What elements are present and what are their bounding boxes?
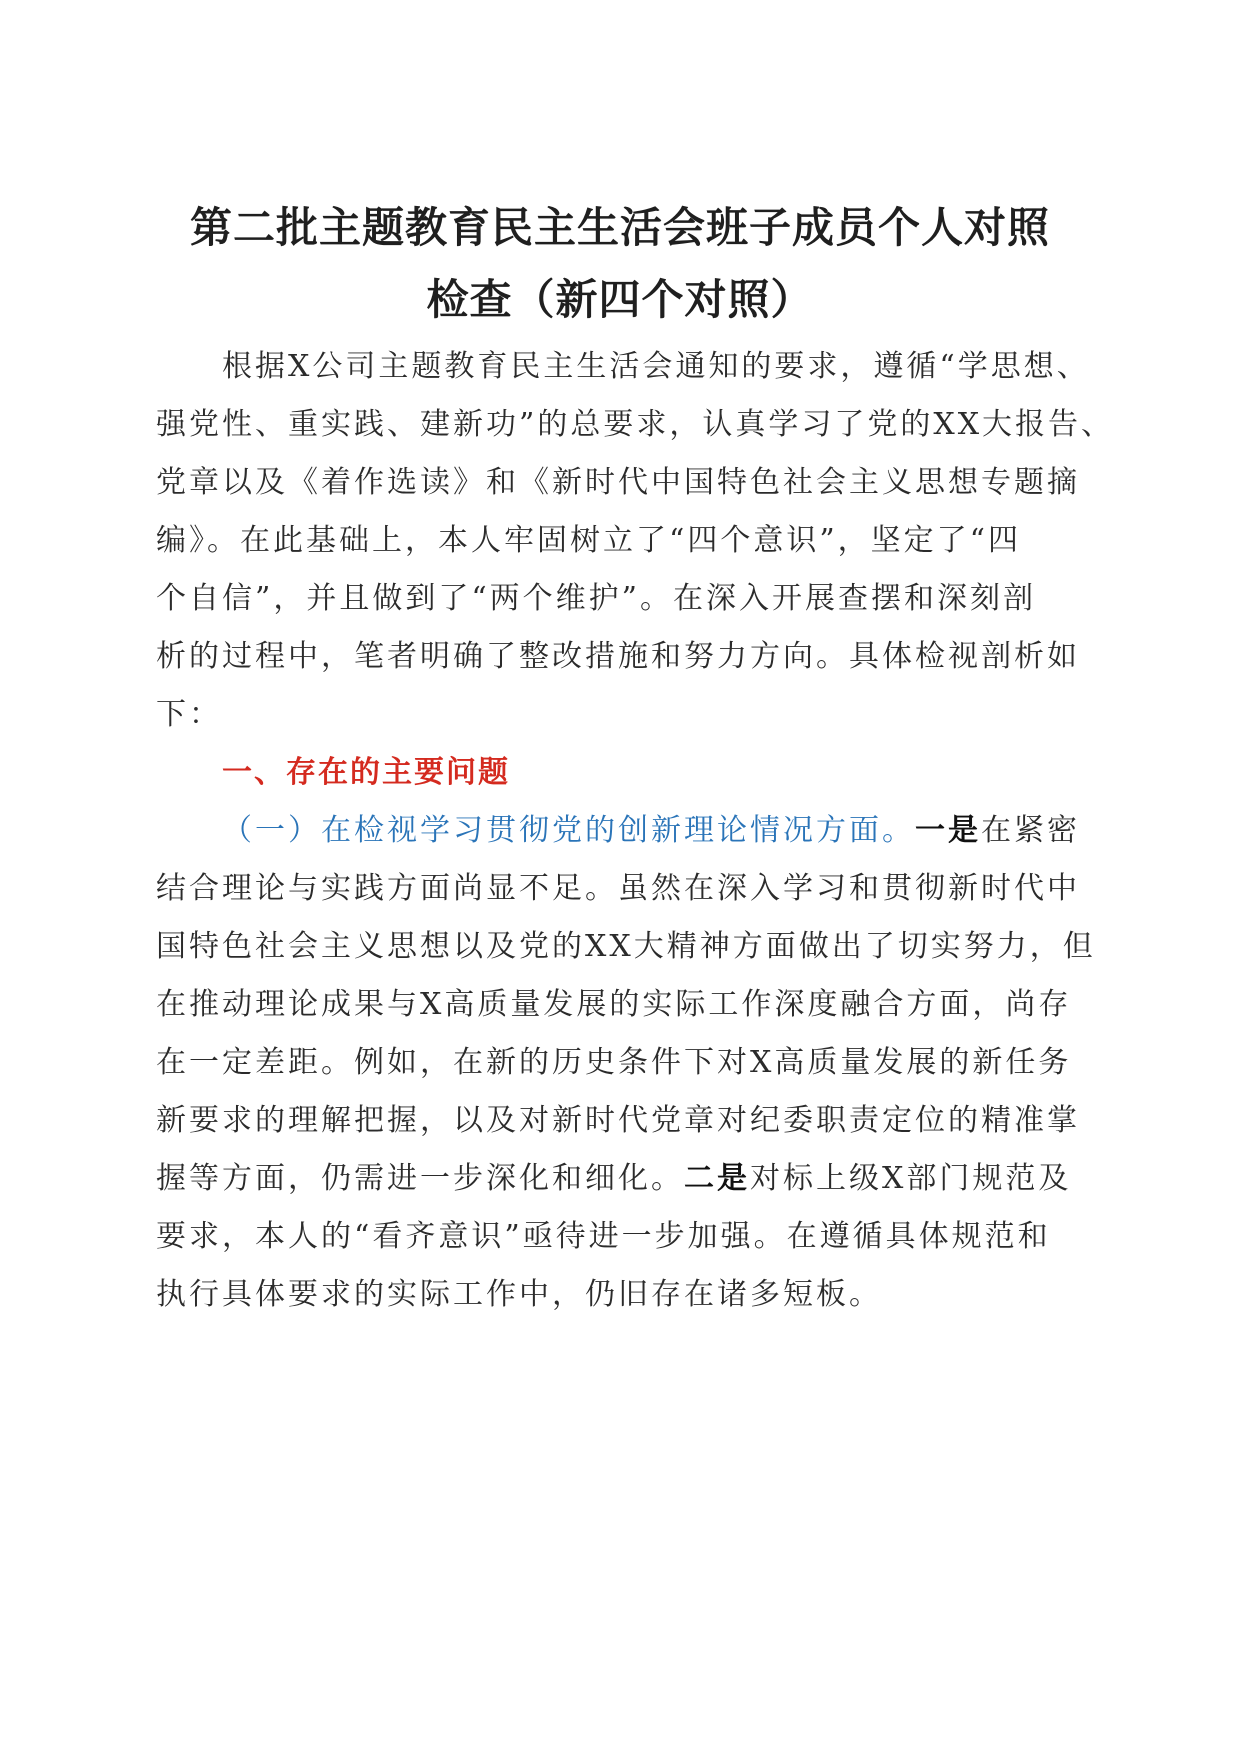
second-line-start: 握等方面，仍需进一步深化和细化。	[156, 1161, 684, 1196]
sub-heading-line	[222, 811, 1080, 851]
second-point-marker: 二是	[684, 1161, 750, 1196]
body-line: 在一定差距。例如，在新的历史条件下对X高质量发展的新任务	[156, 1045, 1072, 1080]
intro-line: 根据X公司主题教育民主生活会通知的要求，遵循“学思想、	[222, 349, 1090, 384]
first-point-marker: 一是	[915, 813, 981, 848]
body-line: 执行具体要求的实际工作中，仍旧存在诸多短板。	[156, 1277, 882, 1312]
body-line: 结合理论与实践方面尚显不足。虽然在深入学习和贯彻新时代中	[156, 871, 1080, 906]
intro-line: 强党性、重实践、建新功”的总要求，认真学习了党的XX大报告、	[156, 407, 1115, 442]
intro-line: 下：	[156, 697, 222, 732]
intro-line: 析的过程中，笔者明确了整改措施和努力方向。具体检视剖析如	[156, 639, 1080, 674]
intro-line: 党章以及《着作选读》和《新时代中国特色社会主义思想专题摘	[156, 465, 1080, 500]
first-point-text: 在紧密	[981, 813, 1080, 848]
intro-line: 个自信”，并且做到了“两个维护”。在深入开展查摆和深刻剖	[156, 581, 1037, 616]
section-heading: 一、存在的主要问题	[222, 755, 510, 790]
document-title	[150, 192, 1090, 336]
body-line: 国特色社会主义思想以及党的XX大精神方面做出了切实努力，但	[156, 929, 1096, 964]
title-line-1: 第二批主题教育民主生活会班子成员个人对照	[189, 203, 1050, 252]
sub-heading: （一）在检视学习贯彻党的创新理论情况方面。	[222, 813, 915, 848]
body-line: 要求，本人的“看齐意识”亟待进一步加强。在遵循具体规范和	[156, 1219, 1051, 1254]
second-point-text: 对标上级X部门规范及	[750, 1161, 1072, 1196]
body-line	[156, 1159, 1071, 1199]
body-line: 在推动理论成果与X高质量发展的实际工作深度融合方面，尚存	[156, 987, 1072, 1022]
intro-line: 编》。在此基础上，本人牢固树立了“四个意识”，坚定了“四	[156, 523, 1022, 558]
title-line-2: 检查（新四个对照）	[426, 275, 814, 324]
body-line: 新要求的理解把握，以及对新时代党章对纪委职责定位的精准掌	[156, 1103, 1080, 1138]
